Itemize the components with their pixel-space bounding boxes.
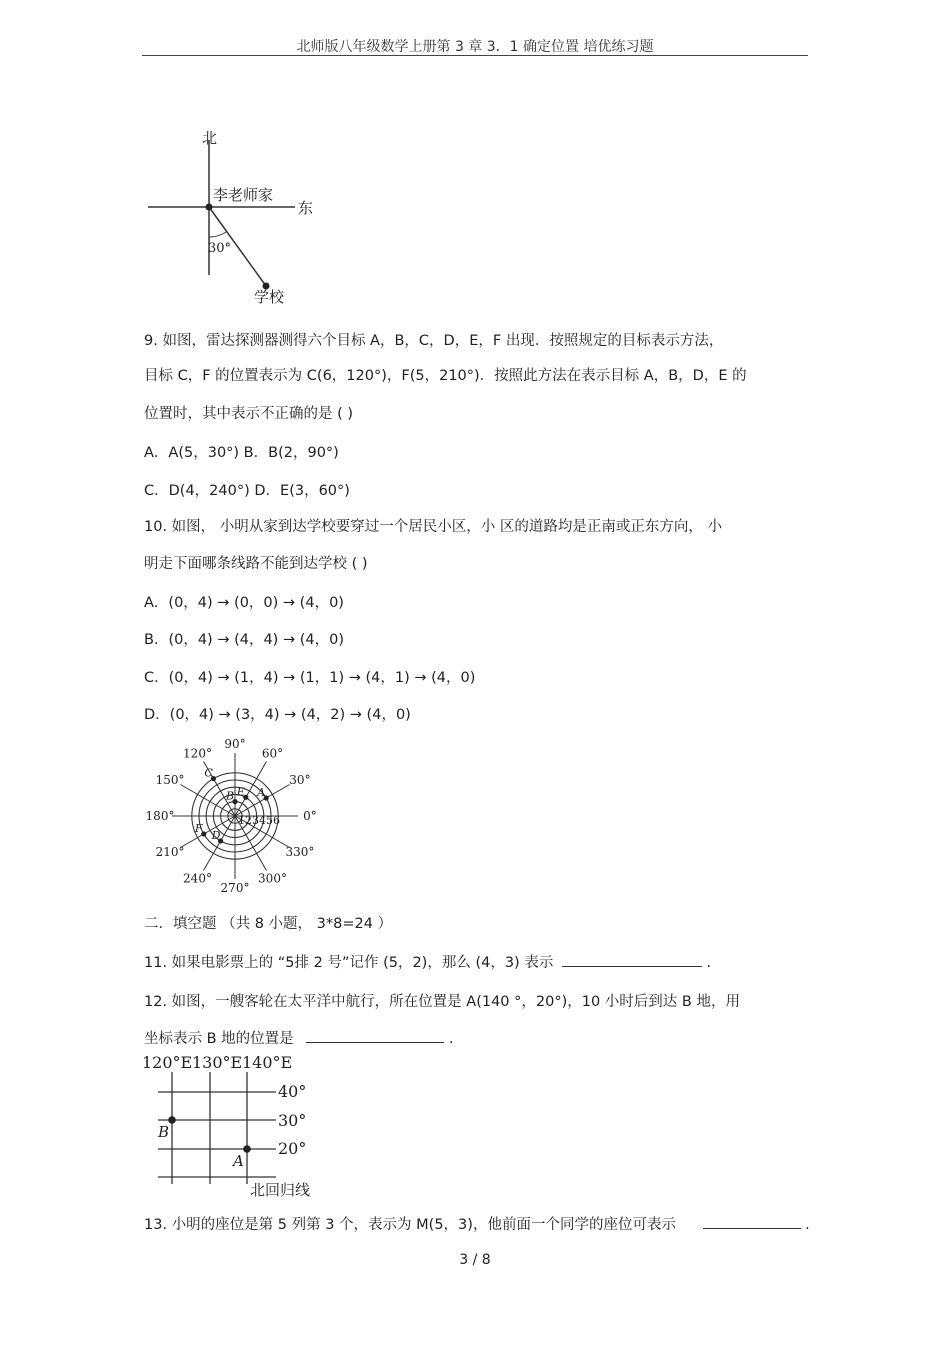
q13-answer-blank[interactable] <box>703 1214 801 1229</box>
q9-option-cd: C．D(4，240°) D．E(3，60°) <box>144 483 350 499</box>
lat-40: 40° <box>278 1082 307 1101</box>
radar-point-label-F: F <box>194 822 203 835</box>
radar-figure <box>140 735 330 895</box>
page-header: 北师版八年级数学上册第 3 章 3．1 确定位置 培优练习题 <box>296 39 654 55</box>
q11 <box>144 951 711 972</box>
radar-angle-label-30: 30° <box>289 773 311 787</box>
page-number: 3 / 8 <box>459 1252 491 1268</box>
home-point <box>206 204 213 211</box>
tropic-label: 北回归线 <box>250 1181 311 1199</box>
q10-option-c: C．(0，4) → (1，4) → (1，1) → (4，1) → (4，0) <box>144 670 476 686</box>
q9-line3: 位置时，其中表示不正确的是 ( ) <box>144 406 354 422</box>
radar-angle-label-270: 270° <box>220 881 250 895</box>
q12-line2-wrap <box>144 1027 454 1048</box>
q10-option-a: A．(0，4) → (0，0) → (4，0) <box>144 595 344 611</box>
radar-ray-240 <box>204 816 236 871</box>
radar-angle-label-180: 180° <box>145 809 175 823</box>
radar-angle-label-300: 300° <box>258 871 287 886</box>
radar-point-label-B: B <box>226 789 235 803</box>
radar-point-label-A: A <box>257 786 266 799</box>
direction-figure <box>140 125 330 310</box>
radar-ring-labels: 123456 <box>238 814 280 827</box>
lon-140: 140°E <box>242 1053 293 1072</box>
header-rule <box>142 55 808 56</box>
q10-line1: 10. 如图， 小明从家到达学校要穿过一个居民小区，小 区的道路均是正南或正东方向， 小 <box>144 519 722 535</box>
point-a <box>243 1145 251 1153</box>
radar-point-label-C: C <box>204 766 213 780</box>
q13-text: 13. 小明的座位是第 5 列第 3 个，表示为 M(5，3)，他前面一个同学的座位可表示 <box>144 1217 676 1233</box>
radar-point-label-D: D <box>211 828 221 842</box>
lat-30: 30° <box>278 1111 307 1130</box>
q9-line1: 9. 如图，雷达探测器测得六个目标 A，B，C，D，E，F 出现．按照规定的目标表示方法， <box>144 333 724 349</box>
radar-point-label-E: E <box>236 785 245 799</box>
radar-angle-label-0: 0° <box>303 809 317 823</box>
q13 <box>144 1213 810 1234</box>
q10-option-d: D．(0，4) → (3，4) → (4，2) → (4，0) <box>144 707 411 723</box>
label-b: B <box>158 1123 170 1141</box>
q12-line1: 12. 如图，一艘客轮在太平洋中航行，所在位置是 A(140 °，20°)，10 小时后到达 B 地，用 <box>144 994 740 1010</box>
q11-end: . <box>706 955 712 971</box>
lon-130: 130°E <box>192 1053 243 1072</box>
q11-answer-blank[interactable] <box>562 952 702 967</box>
radar-ray-210 <box>180 816 235 848</box>
q12-end: . <box>448 1031 454 1047</box>
north-label: 北 <box>202 129 218 147</box>
section-title: 二．填空题 （共 8 小题， 3*8=24 ） <box>144 916 393 932</box>
radar-angle-label-60: 60° <box>261 746 284 761</box>
q9-line2: 目标 C，F 的位置表示为 C(6，120°)，F(5，210°)．按照此方法在表示目标 A，B，D，E 的 <box>144 368 747 384</box>
q10-line2: 明走下面哪条线路不能到达学校 ( ) <box>144 556 368 572</box>
radar-angle-label-210: 210° <box>155 845 185 859</box>
map-figure <box>140 1050 340 1202</box>
angle-label: 30° <box>208 241 232 256</box>
q12-line2: 坐标表示 B 地的位置是 <box>144 1031 294 1047</box>
q13-end: . <box>805 1217 810 1233</box>
radar-angle-label-150: 150° <box>155 773 185 787</box>
home-label: 李老师家 <box>213 186 274 204</box>
school-label: 学校 <box>254 288 285 306</box>
lat-20: 20° <box>278 1139 307 1158</box>
q9-option-ab: A．A(5，30°) B．B(2，90°) <box>144 445 339 461</box>
east-label: 东 <box>298 199 314 217</box>
q10-option-b: B．(0，4) → (4，4) → (4，0) <box>144 632 344 648</box>
q11-text: 11. 如果电影票上的 “5排 2 号”记作 (5，2)，那么 (4，3) 表示 <box>144 955 554 971</box>
radar-angle-label-240: 240° <box>183 871 212 886</box>
label-a: A <box>233 1152 244 1170</box>
lon-120: 120°E <box>142 1053 193 1072</box>
radar-angle-label-120: 120° <box>183 746 212 761</box>
radar-angle-label-330: 330° <box>285 845 315 859</box>
q12-answer-blank[interactable] <box>306 1028 444 1043</box>
radar-angle-label-90: 90° <box>224 737 246 751</box>
point-b <box>168 1116 176 1124</box>
